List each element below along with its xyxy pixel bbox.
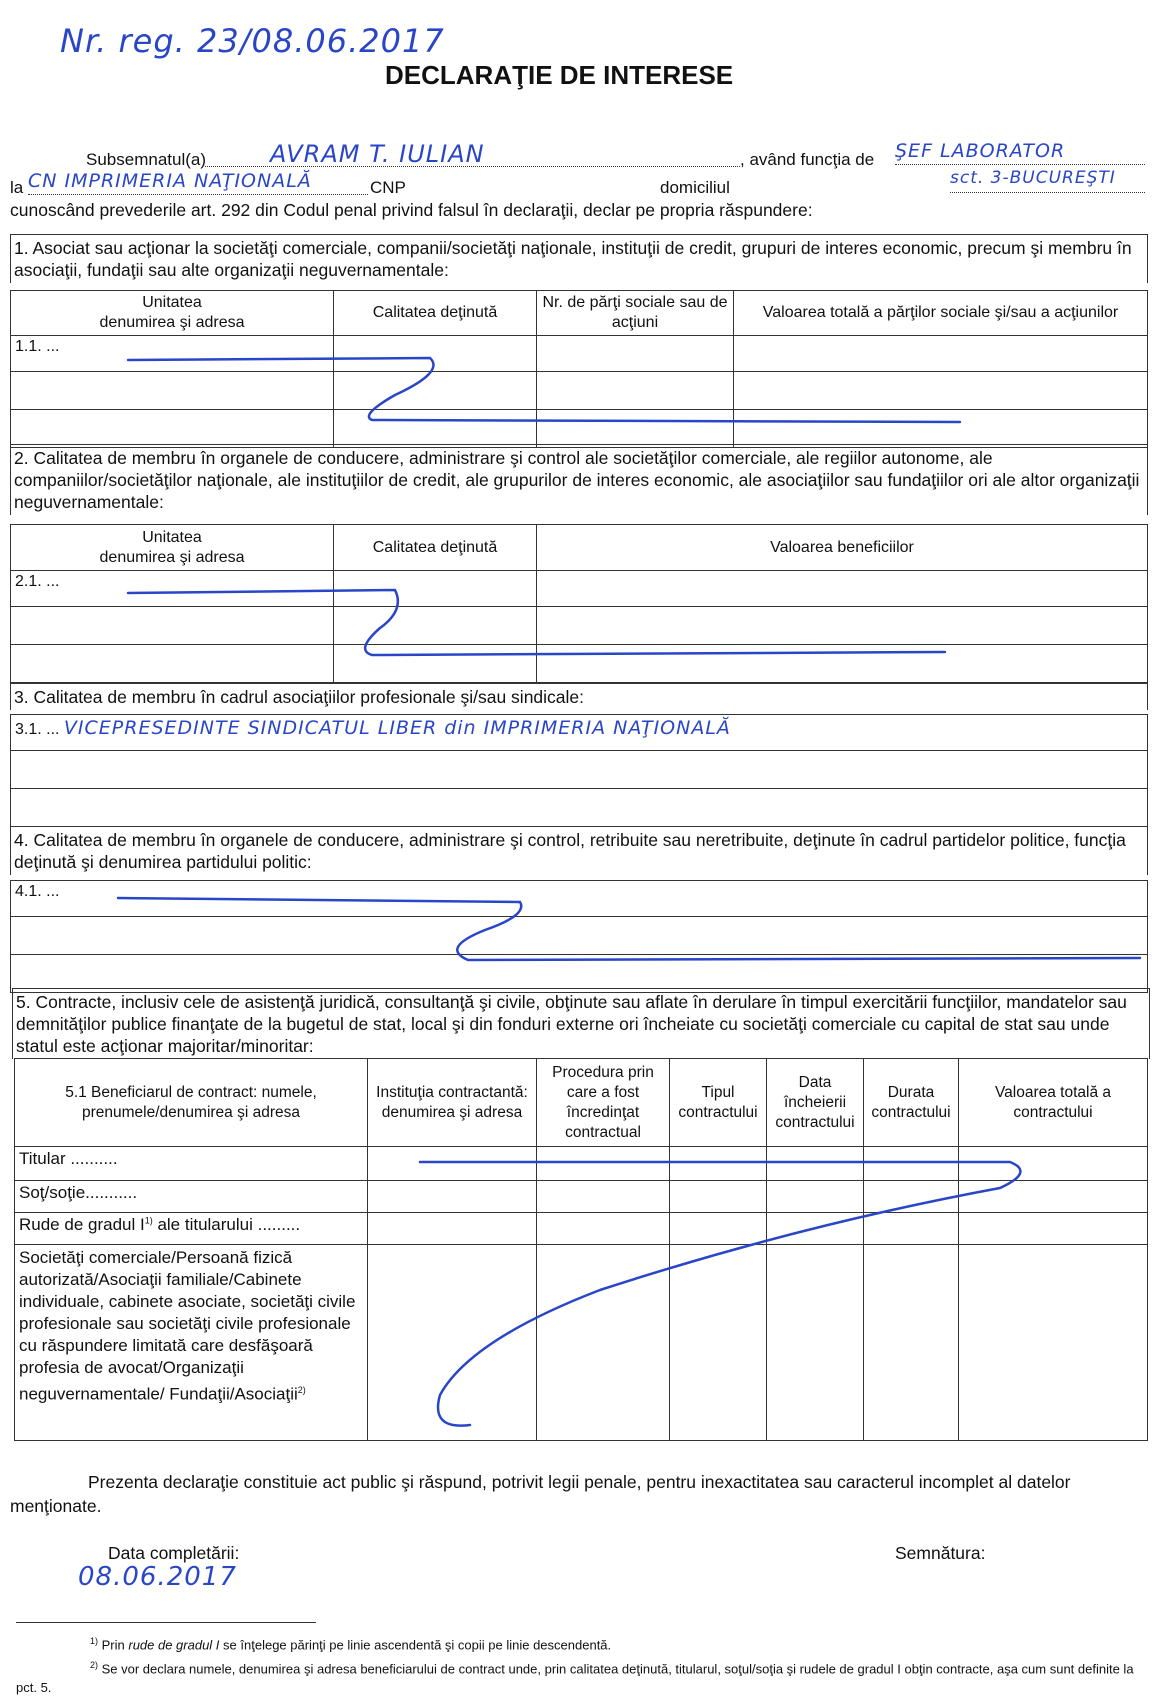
s5-cell[interactable] (959, 1181, 1148, 1213)
domiciliul-handwritten: sct. 3-BUCUREŞTI (950, 168, 1116, 188)
s5-cell[interactable] (670, 1213, 767, 1245)
section4-heading: 4. Calitatea de membru în organele de conducere, administrare şi control, retribuite sau neretribuite, deţinute în cadrul partidelor politice, funcţia deţinută şi denumirea partidului politic: (10, 826, 1148, 875)
name-handwritten: AVRAM T. IULIAN (270, 140, 485, 168)
s3-row-handwritten: VICEPRESEDINTE SINDICATUL LIBER din IMPRIMERIA NAŢIONALĂ (63, 717, 731, 739)
s5-cell[interactable] (368, 1245, 537, 1441)
section4-table (10, 880, 1148, 993)
closing-statement: Prezenta declaraţie constituie act public şi răspund, potrivit legii penale, pentru inexactitatea sau caracterul incomplet al datelor menţionate. (10, 1472, 1071, 1516)
footnote-2-text: Se vor declara numele, denumirea şi adresa beneficiarului de contract unde, prin calitatea deţinută, titularul, soţul/soţia şi rudele de gradul I obţin contracte, aşa cum sunt definite la pct. 5. (16, 1661, 1134, 1696)
s5-row-rude-tail: ale titularului ......... (152, 1215, 301, 1234)
s1-cell[interactable] (11, 372, 334, 410)
footnote-1 (90, 1636, 611, 1652)
la-label: la (10, 178, 24, 197)
functia-field[interactable] (895, 140, 1145, 165)
s5-cell[interactable] (767, 1147, 864, 1181)
section1-table (10, 290, 1148, 448)
s5-row-soc-label: Societăţi comerciale/Persoană fizică autorizată/Asociaţii familiale/Cabinete individuale, cabinete asociate, societăţi civile profesionale sau societăţi civile profesionale cu răspundere limitată care desfăşoară profesia de avocat/Organizaţii neguvernamentale/ Fundaţii/Asociaţii (19, 1248, 356, 1404)
s5-cell[interactable] (767, 1213, 864, 1245)
la-field[interactable] (28, 170, 368, 195)
s5-cell[interactable] (670, 1245, 767, 1441)
s1-col-nr-parti: Nr. de părţi sociale sau de acţiuni (537, 291, 734, 336)
s5-col-valoarea: Valoarea totală a contractului (959, 1059, 1148, 1147)
section5-table (14, 1058, 1148, 1441)
s5-col-durata: Durata contractului (864, 1059, 959, 1147)
s1-cell[interactable] (334, 336, 537, 372)
functia-label: , având funcţia de (740, 150, 875, 169)
footnote-2-mark: 2) (90, 1660, 99, 1670)
footnote-2 (16, 1656, 1144, 1697)
s5-cell[interactable] (537, 1245, 670, 1441)
s5-row-titular: Titular .......... (15, 1147, 368, 1181)
s1-cell[interactable] (734, 410, 1148, 448)
s4-cell[interactable] (11, 917, 1148, 955)
s3-row-label: 3.1. ... (15, 721, 60, 738)
s2-cell[interactable] (537, 607, 1148, 645)
s1-cell[interactable] (734, 372, 1148, 410)
s5-cell[interactable] (670, 1147, 767, 1181)
domiciliul-label: domiciliul (660, 178, 730, 197)
s2-cell[interactable] (537, 571, 1148, 607)
domiciliul-field[interactable] (950, 168, 1145, 193)
s2-col-unitatea: Unitatea denumirea şi adresa (11, 525, 334, 571)
s5-cell[interactable] (537, 1147, 670, 1181)
section5-heading: 5. Contracte, inclusiv cele de asistenţă juridică, consultanţă şi civile, obţinute sau aflate în derulare în timpul exercitării funcţiilor, mandatelor sau demnităţilor publice finanţate de la bugetul de stat, local şi din fonduri externe ori încheiate cu societăţi comerciale cu capital de stat sau unde statul este acţionar majoritar/minoritar: (12, 988, 1150, 1059)
s1-row-label: 1.1. ... (11, 336, 334, 372)
s2-cell[interactable] (537, 645, 1148, 683)
footnote-1-mark: 1) (90, 1636, 99, 1646)
registration-number: Nr. reg. 23/08.06.2017 (60, 22, 445, 60)
statement: cunoscând prevederile art. 292 din Codul penal privind falsul în declaraţii, declar pe propria răspundere: (10, 200, 813, 220)
date-label: Data completării: (108, 1543, 240, 1563)
s5-cell[interactable] (959, 1213, 1148, 1245)
cnp-label: CNP (370, 178, 406, 197)
s1-cell[interactable] (334, 372, 537, 410)
s5-col-beneficiar: 5.1 Beneficiarul de contract: numele, prenumele/denumirea şi adresa (15, 1059, 368, 1147)
section3-table (10, 714, 1148, 827)
s1-cell[interactable] (334, 410, 537, 448)
s1-cell[interactable] (11, 410, 334, 448)
s2-cell[interactable] (11, 645, 334, 683)
s2-col-valoarea: Valoarea beneficiilor (537, 525, 1148, 571)
s1-col-valoarea: Valoarea totală a părţilor sociale şi/sau a acţiunilor (734, 291, 1148, 336)
s4-cell[interactable] (11, 955, 1148, 993)
s5-cell[interactable] (864, 1213, 959, 1245)
s5-col-institutia: Instituţia contractantă: denumirea şi adresa (368, 1059, 537, 1147)
s5-col-procedura: Procedura prin care a fost încredinţat contractual (537, 1059, 670, 1147)
s5-col-tipul: Tipul contractului (670, 1059, 767, 1147)
functia-handwritten: ŞEF LABORATOR (895, 140, 1066, 162)
s5-cell[interactable] (767, 1245, 864, 1441)
s5-cell[interactable] (767, 1181, 864, 1213)
s2-cell[interactable] (334, 571, 537, 607)
s2-cell[interactable] (334, 645, 537, 683)
s2-col-calitatea: Calitatea deţinută (334, 525, 537, 571)
section2-heading: 2. Calitatea de membru în organele de conducere, administrare şi control ale societăţilor comerciale, ale regiilor autonome, ale companiilor/societăţilor naţionale, ale instituţiilor de credit, ale grupurilor de interes economic, ale asociaţiilor sau fundaţiilor ori ale altor organizaţii neguvernamentale: (10, 444, 1148, 515)
s5-cell[interactable] (959, 1147, 1148, 1181)
s5-cell[interactable] (864, 1245, 959, 1441)
s5-row-rude-label: Rude de gradul I (19, 1215, 145, 1234)
s5-cell[interactable] (537, 1181, 670, 1213)
s5-row-rude (15, 1213, 368, 1245)
s5-row-soc-sup: 2) (297, 1385, 306, 1395)
s1-col-calitatea: Calitatea deţinută (334, 291, 537, 336)
s5-cell[interactable] (537, 1213, 670, 1245)
s5-cell[interactable] (864, 1181, 959, 1213)
section3-heading: 3. Calitatea de membru în cadrul asociaţiilor profesionale şi/sau sindicale: (10, 683, 1148, 710)
footnote-1-b: se înţelege părinţi pe linie ascendentă şi copii pe linie descendentă. (219, 1637, 612, 1653)
page-title: DECLARAŢIE DE INTERESE (385, 60, 734, 90)
subsemnatul-label: Subsemnatul(a) (86, 150, 207, 169)
section2-table (10, 524, 1148, 683)
s5-cell[interactable] (959, 1245, 1148, 1441)
s5-row-societati (15, 1245, 368, 1441)
s1-cell[interactable] (537, 372, 734, 410)
footnote-divider (16, 1622, 316, 1623)
name-field[interactable] (205, 140, 740, 167)
s5-row-sot: Soţ/soţie........... (15, 1181, 368, 1213)
s2-row-label: 2.1. ... (11, 571, 334, 607)
date-handwritten: 08.06.2017 (78, 1562, 237, 1592)
la-handwritten: CN IMPRIMERIA NAŢIONALĂ (28, 170, 312, 192)
s2-cell[interactable] (334, 607, 537, 645)
s5-cell[interactable] (368, 1147, 537, 1181)
s4-row-label: 4.1. ... (11, 881, 1148, 917)
s5-cell[interactable] (670, 1181, 767, 1213)
s1-cell[interactable] (537, 410, 734, 448)
s2-cell[interactable] (11, 607, 334, 645)
s3-row-1[interactable] (11, 715, 1148, 751)
s3-cell[interactable] (11, 751, 1148, 789)
s1-cell[interactable] (537, 336, 734, 372)
signature-label: Semnătura: (895, 1543, 986, 1563)
s5-cell[interactable] (864, 1147, 959, 1181)
s5-cell[interactable] (368, 1181, 537, 1213)
s5-row-rude-sup: 1) (144, 1215, 153, 1226)
s1-col-unitatea: Unitatea denumirea şi adresa (11, 291, 334, 336)
s1-cell[interactable] (734, 336, 1148, 372)
s5-cell[interactable] (368, 1213, 537, 1245)
footnote-1-a: Prin (98, 1637, 129, 1653)
section1-heading: 1. Asociat sau acţionar la societăţi comerciale, companii/societăţi naţionale, instituţii de credit, grupuri de interes economic, precum şi membru în asociaţii, fundaţii sau alte organizaţii neguvernamentale: (10, 234, 1148, 283)
s5-col-data: Data încheierii contractului (767, 1059, 864, 1147)
s3-cell[interactable] (11, 789, 1148, 827)
footnote-1-italic: rude de gradul I (128, 1637, 220, 1653)
